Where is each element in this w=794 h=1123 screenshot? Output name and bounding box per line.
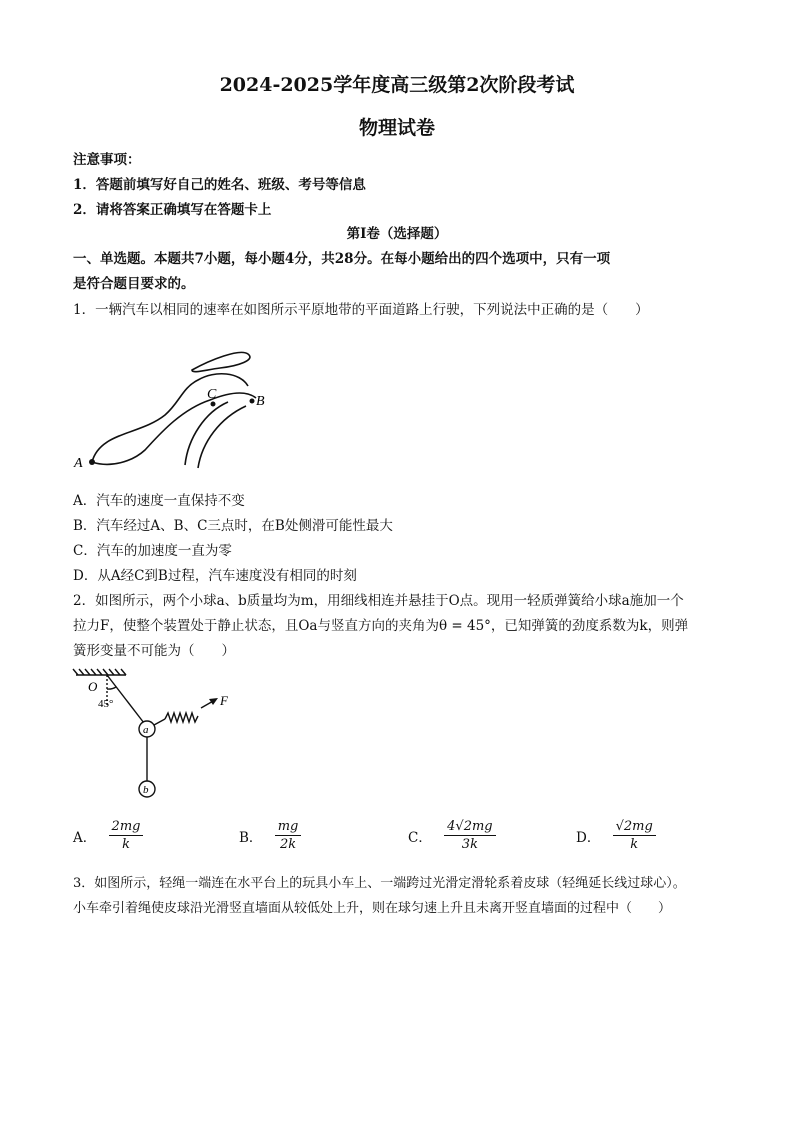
- fraction: [613, 818, 656, 853]
- fraction: [109, 818, 144, 853]
- q2-option-c: [408, 818, 496, 853]
- q2-stem: 2．如图所示，两个小球a、b质量均为m，用细线相连并悬挂于O点。现用一轻质弹簧给小球a施加一个: [73, 593, 684, 609]
- q2-option-a: [73, 818, 143, 853]
- q3-stem: 小车牵引着绳使皮球沿光滑竖直墙面从较低处上升，则在球匀速上升且未离开竖直墙面的过程中（ ）: [73, 901, 672, 916]
- denominator: k: [630, 837, 639, 852]
- section-intro: 是符合题目要求的。: [73, 276, 195, 292]
- label-ball-b: b: [143, 784, 149, 796]
- option-label: D．: [576, 829, 601, 846]
- q2-option-b: [239, 818, 301, 853]
- notice-heading: 注意事项：: [73, 152, 141, 168]
- denominator: 3k: [461, 837, 478, 852]
- notice-item: 2．请将答案正确填写在答题卡上: [73, 202, 272, 218]
- point-c-marker: [211, 402, 216, 407]
- q1-option-b: B．汽车经过A、B、C三点时，在B处侧滑可能性最大: [73, 518, 393, 534]
- q1-stem: 1．一辆汽车以相同的速率在如图所示平原地带的平面道路上行驶，下列说法中正确的是（ ）: [73, 302, 649, 318]
- q2-spring-figure: [70, 665, 240, 805]
- q1-option-a: A．汽车的速度一直保持不变: [73, 493, 245, 509]
- q1-road-figure: [70, 340, 290, 475]
- q2-stem: 簧形变量不可能为（ ）: [73, 643, 235, 659]
- fraction: [275, 818, 302, 853]
- part-title: 第Ⅰ卷（选择题）: [346, 226, 448, 242]
- denominator: 2k: [279, 837, 297, 852]
- numerator: 4√2mg: [444, 818, 495, 836]
- q1-option-d: D．从A经C到B过程，汽车速度没有相同的时刻: [73, 568, 357, 584]
- option-label: B．: [239, 829, 263, 846]
- q2-option-d: [576, 818, 656, 853]
- denominator: k: [122, 837, 130, 852]
- label-c: C: [207, 387, 217, 402]
- numerator: √2mg: [613, 818, 656, 836]
- point-b-marker: [250, 399, 255, 404]
- force-arrow-icon: [209, 698, 218, 705]
- q1-option-c: C．汽车的加速度一直为零: [73, 543, 232, 559]
- label-f: F: [220, 693, 228, 708]
- q2-stem: 拉力F，使整个装置处于静止状态，且Oa与竖直方向的夹角为θ = 45°，已知弹簧的劲度系数为k，则弹: [73, 618, 689, 634]
- label-b: B: [256, 394, 265, 409]
- option-label: A．: [73, 829, 97, 846]
- label-o: O: [88, 679, 98, 694]
- label-angle: 45°: [98, 698, 114, 710]
- notice-item: 1．答题前填写好自己的姓名、班级、考号等信息: [73, 177, 366, 193]
- exam-title: 2024-2025学年度高三级第2次阶段考试: [219, 74, 575, 96]
- label-a: A: [74, 456, 83, 471]
- section-intro: 一、单选题。本题共7小题，每小题4分，共28分。在每小题给出的四个选项中，只有一项: [73, 251, 611, 267]
- numerator: 2mg: [109, 818, 144, 836]
- q3-stem: 3．如图所示，轻绳一端连在水平台上的玩具小车上、一端跨过光滑定滑轮系着皮球（轻绳延长线过球心）。: [73, 876, 686, 891]
- option-label: C．: [408, 829, 432, 846]
- numerator: mg: [275, 818, 302, 836]
- point-a-marker: [89, 459, 95, 465]
- subject-title: 物理试卷: [358, 117, 435, 139]
- fraction: [444, 818, 495, 853]
- label-ball-a: a: [143, 724, 149, 736]
